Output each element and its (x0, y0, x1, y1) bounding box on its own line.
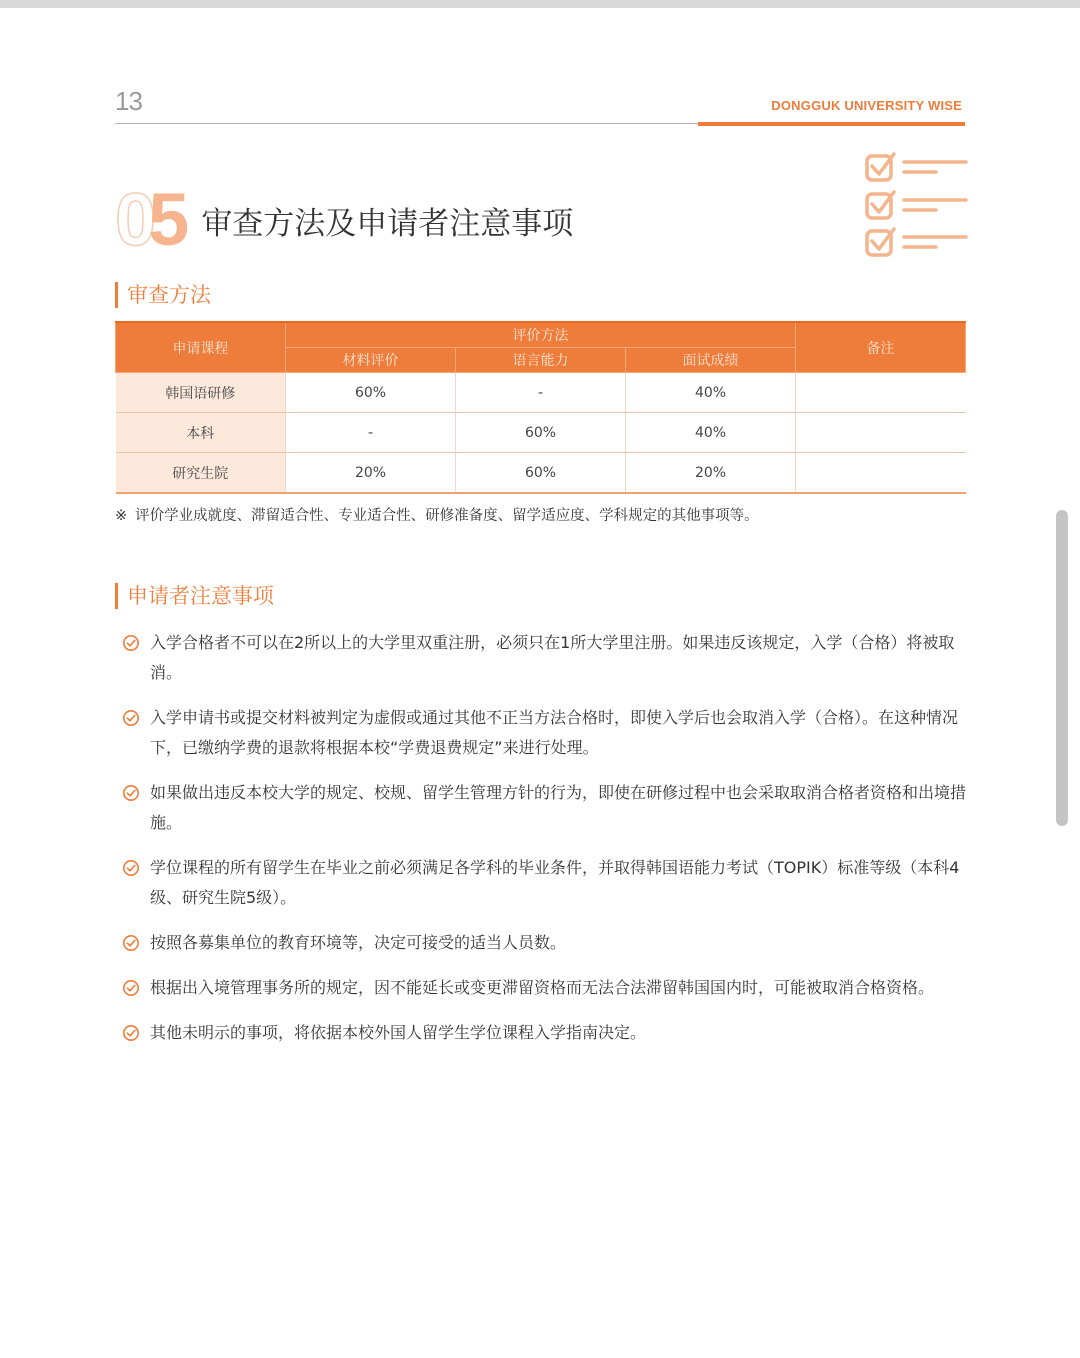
header-language: 语言能力 (456, 348, 626, 373)
notice-list (122, 628, 967, 1063)
cell-language: 60% (456, 453, 626, 494)
notice-text: 根据出入境管理事务所的规定，因不能延长或变更滞留资格而无法合法滞留韩国国内时，可能被取消合格资格。 (150, 978, 935, 997)
notice-text: 按照各募集单位的教育环境等，决定可接受的适当人员数。 (150, 933, 567, 952)
section-number-first-digit: 0 (115, 178, 149, 261)
header-course: 申请课程 (116, 322, 286, 373)
section-title: 审查方法及申请者注意事项 (201, 205, 574, 242)
section-number (115, 178, 182, 261)
table-row (116, 413, 966, 453)
table-row (116, 373, 966, 413)
cell-materials: 20% (286, 453, 456, 494)
cell-materials: 60% (286, 373, 456, 413)
cell-course: 研究生院 (116, 453, 286, 494)
applicant-notes-heading: 申请者注意事项 (115, 583, 274, 609)
list-item (122, 853, 967, 913)
vertical-scrollbar[interactable] (1056, 510, 1068, 826)
check-circle-icon (122, 859, 140, 877)
section-title-block (115, 180, 573, 260)
cell-interview: 20% (626, 453, 796, 494)
cell-interview: 40% (626, 373, 796, 413)
page-number: 13 (115, 86, 142, 116)
list-item (122, 628, 967, 688)
brand-name: DONGGUK UNIVERSITY WISE (771, 98, 962, 113)
list-item (122, 703, 967, 763)
cell-note (796, 413, 966, 453)
table-row (116, 453, 966, 494)
notice-text: 如果做出违反本校大学的规定、校规、留学生管理方针的行为，即使在研修过程中也会采取取消合格者资格和出境措施。 (150, 783, 967, 832)
list-item (122, 778, 967, 838)
cell-note (796, 453, 966, 494)
cell-language: 60% (456, 413, 626, 453)
check-circle-icon (122, 634, 140, 652)
notice-text: 学位课程的所有留学生在毕业之前必须满足各学科的毕业条件，并取得韩国语能力考试（TOPIK）标准等级（本科4级、研究生院5级）。 (150, 858, 960, 907)
check-circle-icon (122, 934, 140, 952)
header-materials: 材料评价 (286, 348, 456, 373)
cell-course: 韩国语研修 (116, 373, 286, 413)
list-item (122, 928, 967, 958)
checklist-icon (862, 150, 972, 260)
header-evaluation-method: 评价方法 (286, 322, 796, 348)
cell-language: - (456, 373, 626, 413)
header-accent-bar (698, 122, 965, 126)
header-remarks: 备注 (796, 322, 966, 373)
check-circle-icon (122, 784, 140, 802)
evaluation-table (115, 321, 966, 494)
notice-text: 入学申请书或提交材料被判定为虚假或通过其他不正当方法合格时，即使入学后也会取消入学（合格）。在这种情况下，已缴纳学费的退款将根据本校“学费退费规定”来进行处理。 (150, 708, 959, 757)
footnote-text: 评价学业成就度、滞留适合性、专业适合性、研修准备度、留学适应度、学科规定的其他事项等。 (135, 508, 759, 524)
list-item (122, 1018, 967, 1048)
notice-text: 入学合格者不可以在2所以上的大学里双重注册，必须只在1所大学里注册。如果违反该规定，入学（合格）将被取消。 (150, 633, 955, 682)
top-border-strip (0, 0, 1080, 8)
notice-text: 其他未明示的事项，将依据本校外国人留学生学位课程入学指南决定。 (150, 1023, 647, 1042)
review-method-heading: 审查方法 (115, 282, 211, 308)
section-number-second-digit: 5 (148, 178, 182, 261)
check-circle-icon (122, 1024, 140, 1042)
cell-materials: - (286, 413, 456, 453)
cell-course: 本科 (116, 413, 286, 453)
cell-note (796, 373, 966, 413)
check-circle-icon (122, 709, 140, 727)
header-interview: 面试成绩 (626, 348, 796, 373)
table-footnote (115, 504, 759, 525)
list-item (122, 973, 967, 1003)
cell-interview: 40% (626, 413, 796, 453)
check-circle-icon (122, 979, 140, 997)
reference-mark: ※ (115, 508, 128, 524)
